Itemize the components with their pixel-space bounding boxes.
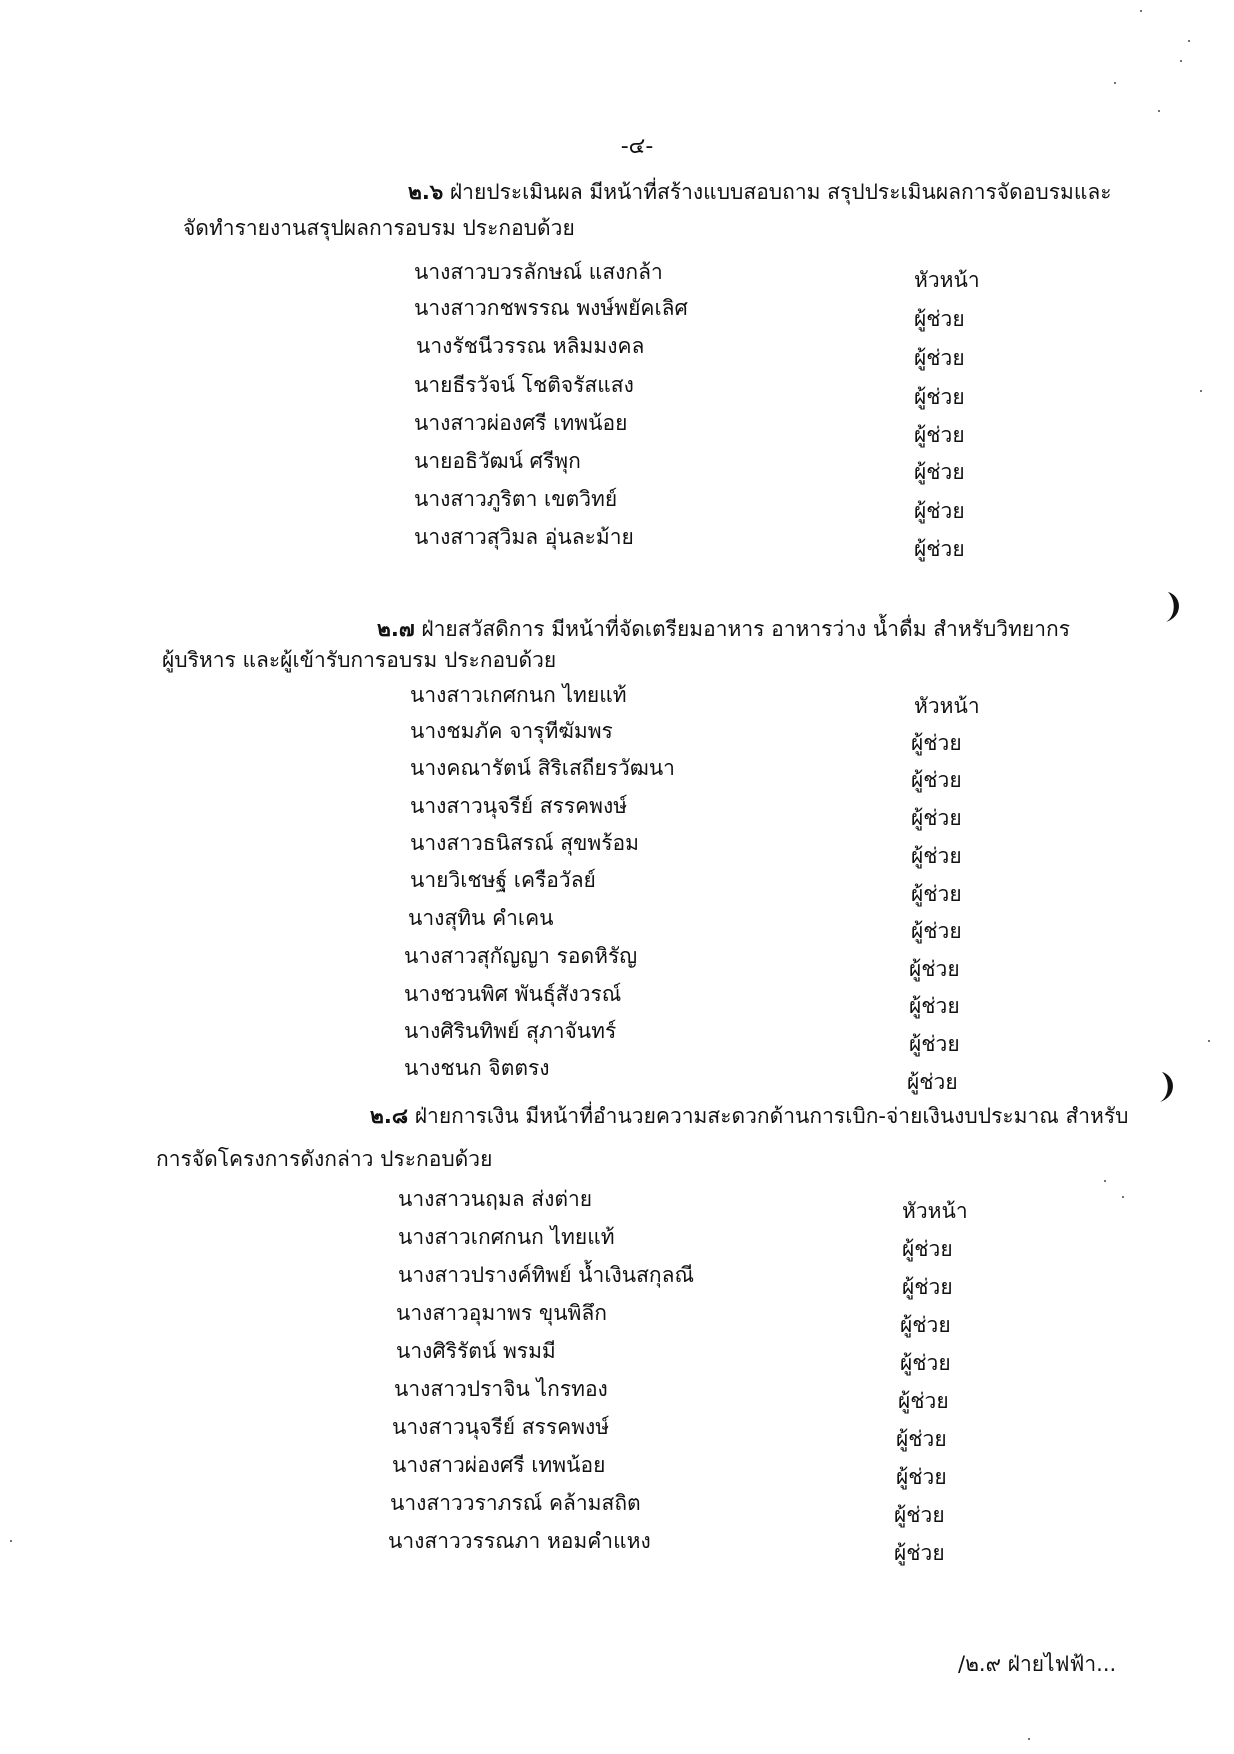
section-number: ๒.๖ <box>408 180 444 204</box>
member-name: นางสาวผ่องศรี เทพน้อย <box>392 1453 606 1477</box>
member-name: นางสาวสุกัญญา รอดหิรัญ <box>404 944 638 968</box>
scan-speck <box>1158 110 1160 112</box>
section-heading-continuation: ผู้บริหาร และผู้เข้ารับการอบรม ประกอบด้วย <box>162 648 557 672</box>
member-name: นางสาวอุมาพร ขุนพิลึก <box>396 1301 607 1325</box>
punch-hole-mark <box>1156 1070 1178 1104</box>
scan-speck <box>1180 60 1182 62</box>
member-name: นางศิริรัตน์ พรมมี <box>396 1339 556 1363</box>
member-role: ผู้ช่วย <box>896 1465 947 1489</box>
member-name: นางสาวบวรลักษณ์ แสงกล้า <box>414 260 663 284</box>
member-role: ผู้ช่วย <box>898 1389 949 1413</box>
member-role: ผู้ช่วย <box>902 1237 953 1261</box>
member-name: นางสาวธนิสรณ์ สุขพร้อม <box>410 831 639 855</box>
member-name: นางชมภัค จารุทีฆัมพร <box>410 719 613 743</box>
scan-speck <box>1140 10 1142 12</box>
scan-speck <box>1200 390 1202 392</box>
member-role: ผู้ช่วย <box>914 385 965 409</box>
member-role: ผู้ช่วย <box>907 1070 958 1094</box>
section-heading-continuation: จัดทำรายงานสรุปผลการอบรม ประกอบด้วย <box>183 216 575 240</box>
member-role: ผู้ช่วย <box>911 768 962 792</box>
member-role: ผู้ช่วย <box>894 1503 945 1527</box>
scan-speck <box>1114 82 1116 84</box>
member-role: ผู้ช่วย <box>914 346 965 370</box>
member-name: นางสาวกชพรรณ พงษ์พยัคเลิศ <box>414 296 688 320</box>
scan-speck <box>10 1540 12 1542</box>
member-name: นางสาววรรณภา หอมคำแหง <box>388 1529 651 1553</box>
member-name: นางสาวปราจิน ไกรทอง <box>394 1377 608 1401</box>
member-name: นางสาวภูริตา เขตวิทย์ <box>414 487 618 511</box>
member-role: ผู้ช่วย <box>909 1032 960 1056</box>
member-name: นางสาวเกศกนก ไทยแท้ <box>410 683 627 707</box>
section-heading-continuation: การจัดโครงการดังกล่าว ประกอบด้วย <box>156 1147 493 1171</box>
scan-speck <box>1028 1738 1030 1740</box>
member-role: ผู้ช่วย <box>911 806 962 830</box>
member-name: นางชวนพิศ พันธุ์สังวรณ์ <box>404 982 622 1006</box>
scan-speck <box>1122 1196 1124 1198</box>
section-heading-text: ฝ่ายสวัสดิการ มีหน้าที่จัดเตรียมอาหาร อาหารว่าง น้ำดื่ม สำหรับวิทยากร <box>421 617 1071 641</box>
continuation-note: /๒.๙ ฝ่ายไฟฟ้า... <box>958 1652 1117 1676</box>
member-role: ผู้ช่วย <box>896 1427 947 1451</box>
member-role: ผู้ช่วย <box>900 1351 951 1375</box>
member-name: นางสาวสุวิมล อุ่นละม้าย <box>414 525 634 549</box>
member-role: ผู้ช่วย <box>914 423 965 447</box>
member-role: ผู้ช่วย <box>914 499 965 523</box>
member-name: นางสาววราภรณ์ คล้ามสถิต <box>390 1491 641 1515</box>
member-role: ผู้ช่วย <box>909 957 960 981</box>
member-role: ผู้ช่วย <box>911 919 962 943</box>
member-role: ผู้ช่วย <box>911 731 962 755</box>
member-name: นางสาวนุจรีย์ สรรคพงษ์ <box>410 794 628 818</box>
section-heading <box>377 613 1070 646</box>
member-role: ผู้ช่วย <box>911 882 962 906</box>
punch-hole-mark <box>1162 590 1184 624</box>
page-number: -๔- <box>620 134 654 159</box>
section-heading-text: ฝ่ายการเงิน มีหน้าที่อำนวยความสะดวกด้านการเบิก-จ่ายเงินงบประมาณ สำหรับ <box>414 1104 1129 1128</box>
member-role: ผู้ช่วย <box>894 1541 945 1565</box>
member-role: ผู้ช่วย <box>902 1275 953 1299</box>
section-heading-text: ฝ่ายประเมินผล มีหน้าที่สร้างแบบสอบถาม สรุปประเมินผลการจัดอบรมและ <box>449 180 1112 204</box>
section-number: ๒.๘ <box>370 1104 409 1128</box>
member-name: นายธีรวัจน์ โชติจรัสแสง <box>414 373 634 397</box>
member-role: หัวหน้า <box>914 694 980 718</box>
member-name: นางศิรินทิพย์ สุภาจันทร์ <box>404 1019 617 1043</box>
member-role: ผู้ช่วย <box>914 537 965 561</box>
member-name: นางสาวเกศกนก ไทยแท้ <box>398 1225 615 1249</box>
member-name: นายอธิวัฒน์ ศรีพุก <box>414 449 581 473</box>
member-name: นางรัชนีวรรณ หลิมมงคล <box>416 334 645 358</box>
member-name: นางสาวนุจรีย์ สรรคพงษ์ <box>392 1415 610 1439</box>
member-name: นางคณารัตน์ สิริเสถียรวัฒนา <box>410 756 675 780</box>
member-name: นางสาวนฤมล ส่งต่าย <box>398 1187 593 1211</box>
member-role: ผู้ช่วย <box>911 844 962 868</box>
member-role: ผู้ช่วย <box>900 1313 951 1337</box>
member-role: ผู้ช่วย <box>914 307 965 331</box>
scan-speck <box>1104 1180 1106 1182</box>
member-name: นางสาวปรางค์ทิพย์ น้ำเงินสกุลณี <box>398 1263 694 1287</box>
member-name: นางชนก จิตตรง <box>404 1056 550 1080</box>
member-name: นางสาวผ่องศรี เทพน้อย <box>414 411 628 435</box>
member-name: นายวิเชษฐ์ เครือวัลย์ <box>410 868 596 892</box>
section-heading <box>370 1100 1129 1133</box>
section-heading <box>408 176 1112 209</box>
scan-speck <box>1188 40 1190 42</box>
member-role: ผู้ช่วย <box>914 460 965 484</box>
member-name: นางสุทิน คำเคน <box>408 906 554 930</box>
member-role: หัวหน้า <box>914 268 980 292</box>
member-role: ผู้ช่วย <box>909 994 960 1018</box>
section-number: ๒.๗ <box>377 617 415 641</box>
scan-speck <box>1208 1040 1210 1042</box>
member-role: หัวหน้า <box>902 1199 968 1223</box>
